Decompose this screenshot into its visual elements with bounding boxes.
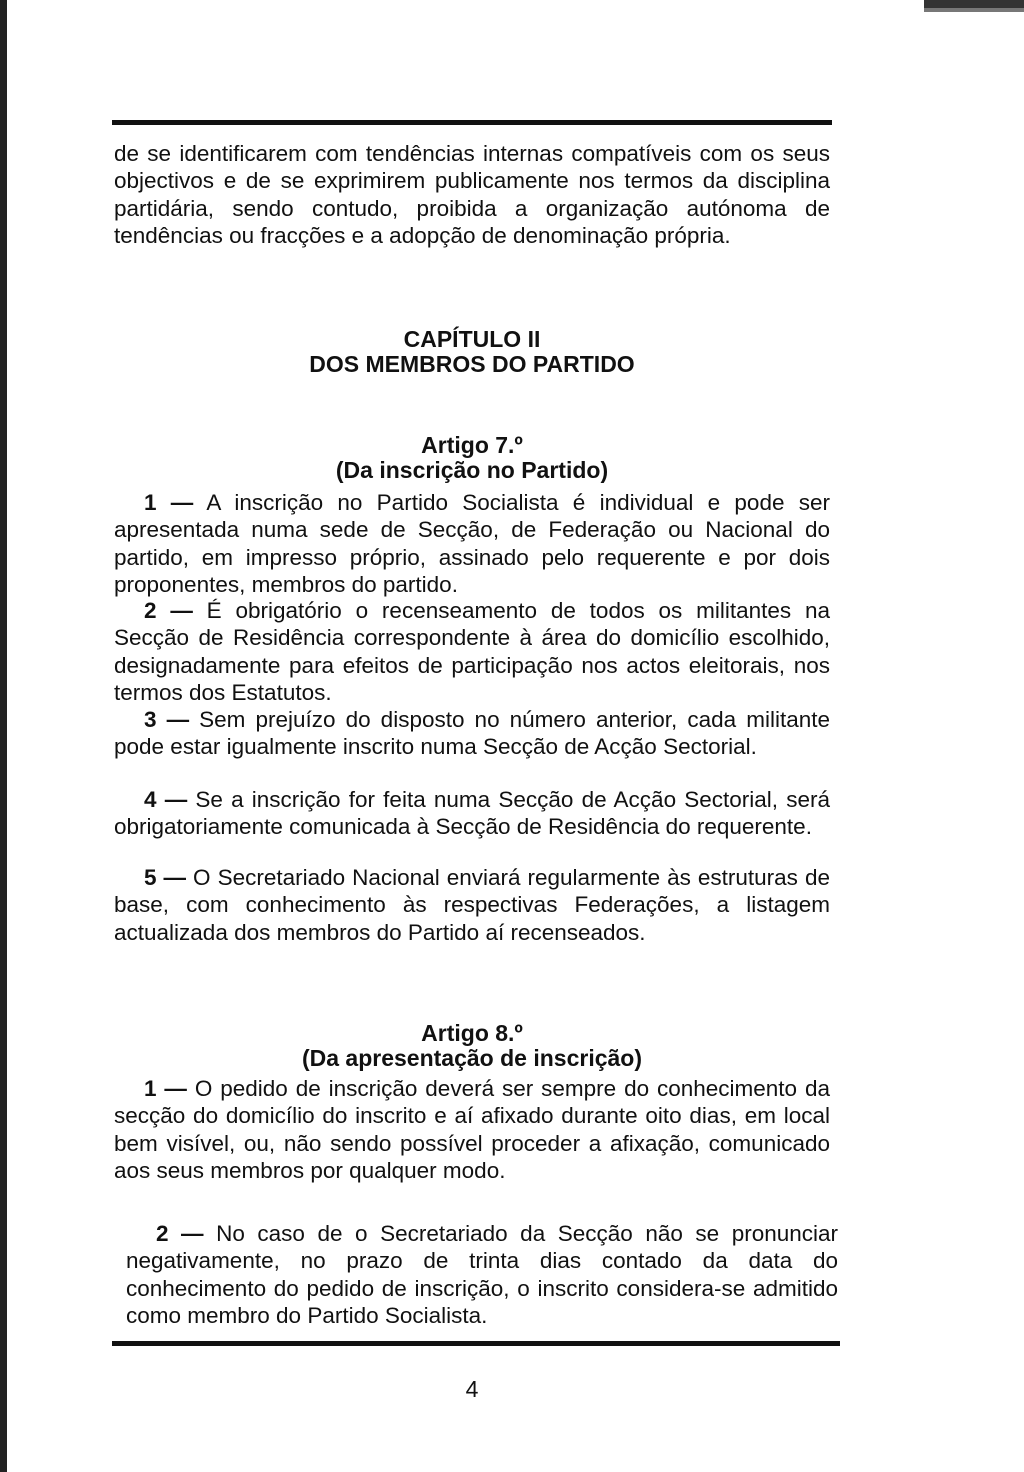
article-7-item-2 xyxy=(114,597,830,706)
article-8-subtitle: (Da apresentação de inscrição) xyxy=(301,1045,643,1071)
article-7-item-5 xyxy=(114,864,830,946)
scan-left-border xyxy=(0,0,7,1472)
article-7-item-3 xyxy=(114,706,830,761)
item-text: A inscrição no Partido Socialista é individual e pode ser apresentada numa sede de Secção, de Federação ou Nacional do partido, em impresso próprio, assinado pelo requerente e por dois proponentes, membros do partido. xyxy=(114,490,830,597)
item-text: O Secretariado Nacional enviará regularmente às estruturas de base, com conhecimento às respectivas Federações, a listagem actualizada dos membros do Partido aí recenseados. xyxy=(114,865,830,945)
item-number: 1 — xyxy=(144,1076,187,1101)
chapter-subtitle: DOS MEMBROS DO PARTIDO xyxy=(309,351,635,377)
article-7-item-1 xyxy=(114,489,830,598)
item-text: O pedido de inscrição deverá ser sempre do conhecimento da secção do domicílio do inscrito e aí afixado durante oito dias, em local bem visível, ou, não sendo possível proceder a afixação, comunicado aos seus membros por qualquer modo. xyxy=(114,1076,830,1183)
item-number: 2 — xyxy=(144,598,193,623)
top-rule xyxy=(112,120,832,125)
item-text: Se a inscrição for feita numa Secção de Acção Sectorial, será obrigatoriamente comunicada à Secção de Residência do requerente. xyxy=(114,787,830,840)
item-number: 4 — xyxy=(144,787,188,812)
item-text: É obrigatório o recenseamento de todos os militantes na Secção de Residência correspondente à área do domicílio escolhido, designadamente para efeitos de participação nos actos eleitorais, nos termos dos Estatutos. xyxy=(114,598,830,705)
article-8-title: Artigo 8.º xyxy=(421,1020,523,1046)
item-number: 5 — xyxy=(144,865,187,890)
article-8-item-1 xyxy=(114,1075,830,1184)
item-number: 3 — xyxy=(144,707,190,732)
scan-corner-mark xyxy=(924,0,1024,18)
article-7-item-4 xyxy=(114,786,830,841)
article-7-title: Artigo 7.º xyxy=(421,432,523,458)
item-number: 2 — xyxy=(156,1221,204,1246)
article-7-subtitle: (Da inscrição no Partido) xyxy=(335,457,609,483)
bottom-rule xyxy=(112,1341,840,1346)
chapter-title: CAPÍTULO II xyxy=(403,326,541,352)
page-number: 4 xyxy=(465,1376,479,1402)
article-8-item-2 xyxy=(126,1220,838,1329)
intro-paragraph: de se identificarem com tendências internas compatíveis com os seus objectivos e de se exprimirem publicamente nos termos da disciplina partidária, sendo contudo, proibida a organização autónoma de tendências ou fracções e a adopção de denominação própria. xyxy=(114,141,830,248)
item-number: 1 — xyxy=(144,490,194,515)
item-text: No caso de o Secretariado da Secção não se pronunciar negativamente, no prazo de trinta dias contado da data do conhecimento do pedido de inscrição, o inscrito considera-se admitido como membro do Partido Socialista. xyxy=(126,1221,839,1328)
item-text: Sem prejuízo do disposto no número anterior, cada militante pode estar igualmente inscrito numa Secção de Acção Sectorial. xyxy=(114,707,830,760)
